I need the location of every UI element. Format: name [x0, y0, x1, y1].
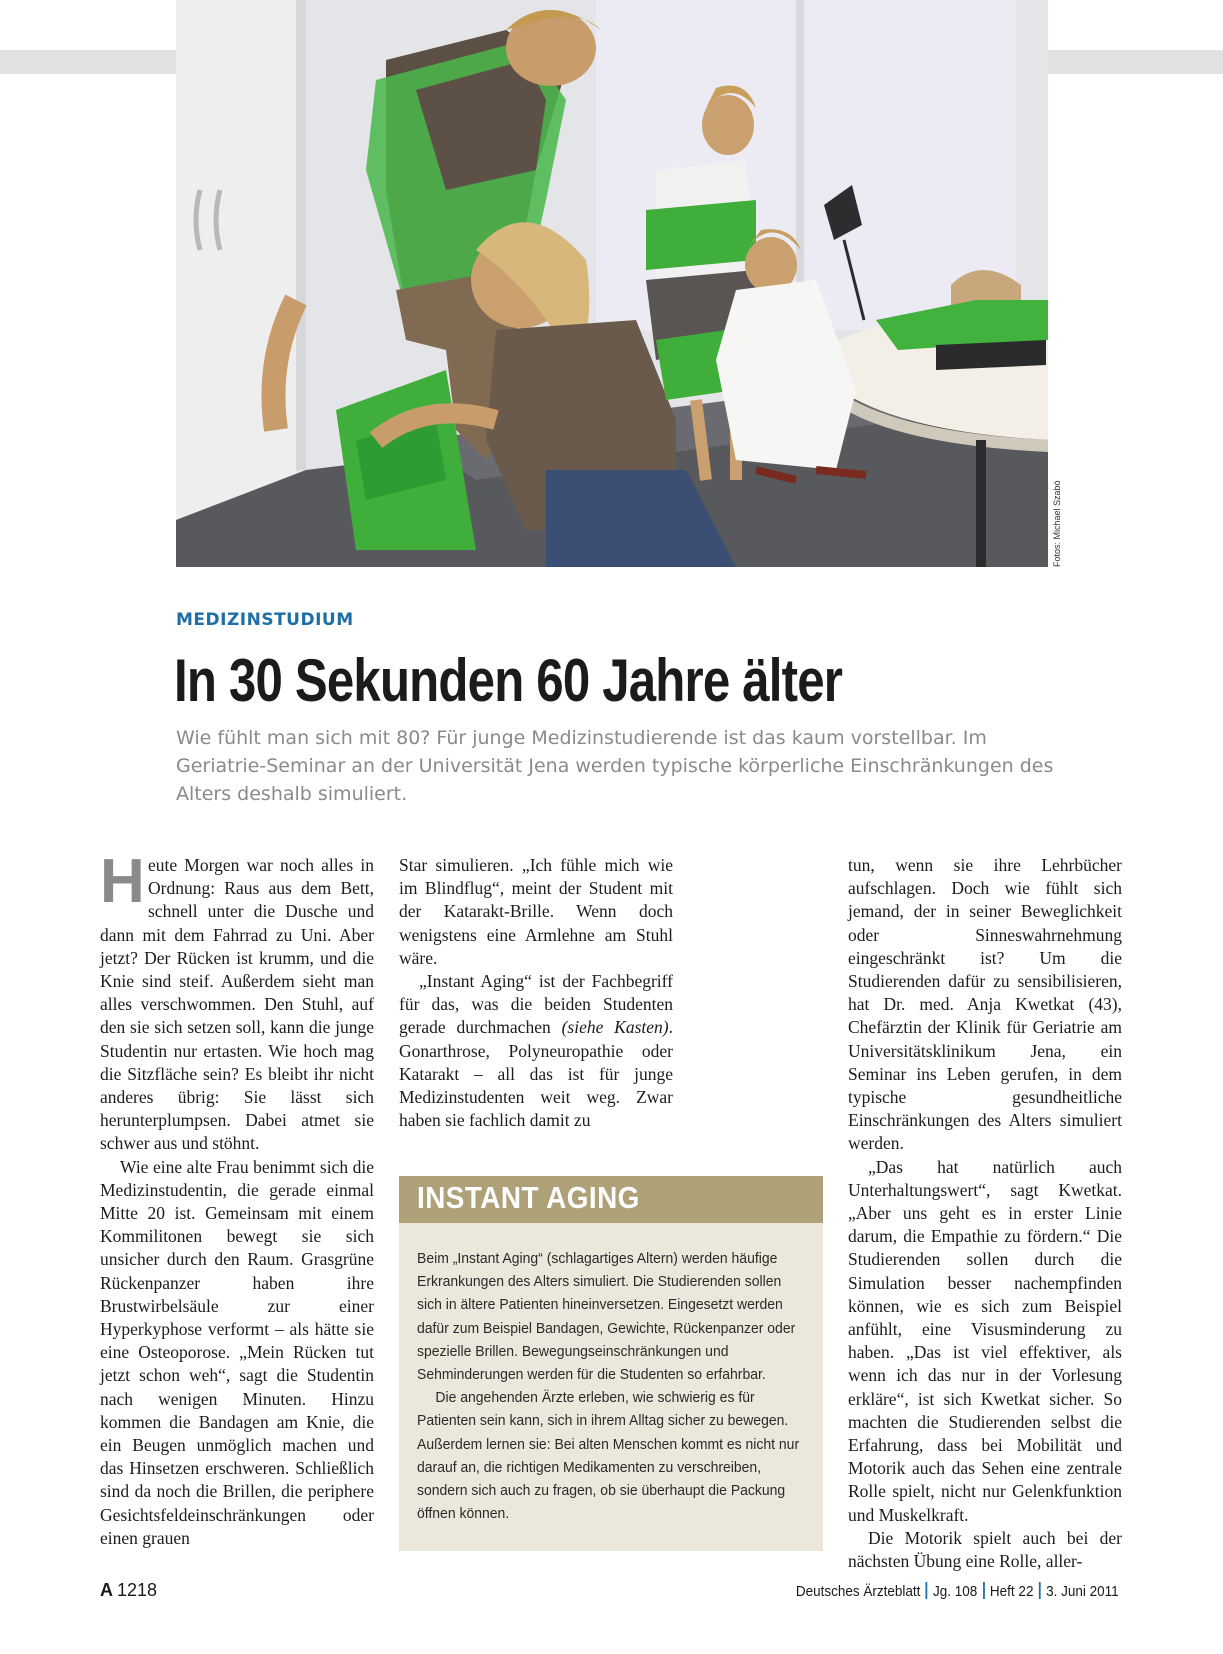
drop-cap-letter: H	[100, 847, 145, 916]
paragraph: tun, wenn sie ihre Lehrbücher aufschlagen. Doch wie fühlt sich jemand, der in seiner Beweglichkeit oder Sinneswahrnehmung eingeschränkt ist? Um die Studierenden dafür zu sensibilisieren, hat Dr. med. Anja Kwetkat (43), Chefärztin der Klinik für Geriatrie am Universitätsklinikum Jena, ein Seminar ins Leben gerufen, in dem typische gesundheitliche Einschränkungen des Alters simuliert werden.	[848, 855, 1122, 1154]
footer-separator	[983, 1582, 985, 1599]
journal-volume: Jg. 108	[933, 1583, 978, 1600]
paragraph: Star simulieren. „Ich fühle mich wie im Blindflug“, meint der Student mit der Katarakt-Brille. Wenn doch wenigstens eine Armlehne am Stuhl wäre.	[399, 855, 673, 968]
journal-date: 3. Juni 2011	[1046, 1583, 1119, 1600]
photo-credit	[1048, 480, 1064, 567]
top-decor-band-left	[0, 50, 176, 74]
journal-name: Deutsches Ärzteblatt	[796, 1583, 921, 1600]
paragraph	[399, 970, 673, 1132]
journal-footer	[796, 1582, 1119, 1600]
info-box-header	[399, 1176, 823, 1223]
paragraph	[100, 847, 374, 1156]
info-box-paragraph: Die angehenden Ärzte erleben, wie schwierig es für Patienten sein kann, sich in ihrem Alltag sicher zu bewegen. Außerdem lernen sie: Bei alten Menschen kommt es nicht nur darauf an, die richtigen Medikamenten zu verschreiben, sondern sich auch zu fragen, ob sie überhaupt die Packung öffnen können.	[417, 1389, 800, 1523]
page-letter: A	[100, 1580, 113, 1600]
journal-issue: Heft 22	[990, 1583, 1034, 1600]
box-reference: (siehe Kasten)	[561, 1017, 669, 1038]
paragraph-text: eute Morgen war noch alles in Ordnung: Raus aus dem Bett, schnell unter die Dusche und dann mit dem Fahrrad zu Uni. Aber jetzt? Der Rücken ist krumm, und die Knie sind steif. Außerdem sieht man alles verschwommen. Den Stuhl, auf den sie sich setzen soll, kann die junge Studentin nur ertasten. Wie hoch mag die Sitzfläche sein? Es bleibt ihr nicht anderes übrig: Sie lässt sich herunterplumpsen. Dabei atmet sie schwer aus und stöhnt.	[100, 855, 374, 1154]
info-box	[399, 1176, 823, 1551]
paragraph-text: „Instant Aging“ ist der Fachbegriff für das, was die beiden Studenten gerade durchmachen	[399, 971, 673, 1038]
photo-illustration	[176, 0, 1048, 567]
section-kicker: MEDIZINSTUDIUM	[176, 610, 354, 630]
article-column-3	[848, 854, 1122, 1573]
paragraph: Die Motorik spielt auch bei der nächsten Übung eine Rolle, aller-	[848, 1527, 1122, 1572]
info-box-title: INSTANT AGING	[417, 1180, 640, 1215]
article-column-1	[100, 847, 374, 1550]
footer-separator	[1039, 1582, 1041, 1599]
info-box-paragraph: Beim „Instant Aging“ (schlagartiges Altern) werden häufige Erkrankungen des Alters simuliert. Die Studierenden sollen sich in ältere Patienten hineinversetzen. Eingesetzt werden dafür zum Beispiel Bandagen, Gewichte, Rückenpanzer oder spezielle Brillen. Bewegungseinschränkungen und Sehminderungen werden für die Studenten so erfahrbar.	[417, 1250, 796, 1384]
article-column-2	[399, 854, 673, 1132]
info-box-body	[399, 1223, 823, 1525]
page-number	[100, 1580, 157, 1601]
paragraph-text: . Gonarthrose, Polyneuropathie oder Katarakt – all das ist für junge Medizinstudenten weit weg. Zwar haben sie fachlich damit zu	[399, 1017, 673, 1131]
photo-credit-text: Fotos: Michael Szabó	[1052, 480, 1062, 567]
article-headline: In 30 Sekunden 60 Jahre älter	[174, 647, 843, 714]
drop-cap	[100, 847, 145, 916]
top-decor-band-right	[1048, 50, 1223, 74]
page-number-value: 1218	[117, 1580, 158, 1600]
paragraph: Wie eine alte Frau benimmt sich die Medizinstudentin, die gerade einmal Mitte 20 ist. Gemeinsam mit einem Kommilitonen bewegt sie sich unsicher durch den Raum. Grasgrüne Rückenpanzer haben ihre Brustwirbelsäule zur einer Hyperkyphose verformt – als hätte sie eine Osteoporose. „Mein Rücken tut jetzt schon weh“, sagt die Studentin nach wenigen Minuten. Hinzu kommen die Bandagen am Knie, die ein Beugen unmöglich machen und das Hinsetzen erschweren. Schließlich sind da noch die Brillen, die periphere Gesichtsfeldeinschränkungen oder einen grauen	[100, 1156, 374, 1548]
article-photo	[176, 0, 1048, 567]
footer-separator	[926, 1582, 928, 1599]
article-lead: Wie fühlt man sich mit 80? Für junge Medizinstudierende ist das kaum vorstellbar. Im Geriatrie-Seminar an der Universität Jena werden typische körperliche Einschränkungen des Alters deshalb simuliert.	[176, 727, 1054, 805]
paragraph: „Das hat natürlich auch Unterhaltungswert“, sagt Kwetkat. „Aber uns geht es in erster Linie darum, die Empathie zu fördern.“ Die Studierenden sollen durch die Simulation besser nachempfinden können, wie es sich zum Beispiel anfühlt, eine Visusminderung zu haben. „Das ist viel effektiver, als wenn ich das nur in der Vorlesung erkläre“, ist sich Kwetkat sicher. So machten die Studierenden selbst die Erfahrung, dass bei Mobilität und Motorik auch das Sehen eine zentrale Rolle spielt, nicht nur Gelenkfunktion und Muskelkraft.	[848, 1156, 1122, 1525]
